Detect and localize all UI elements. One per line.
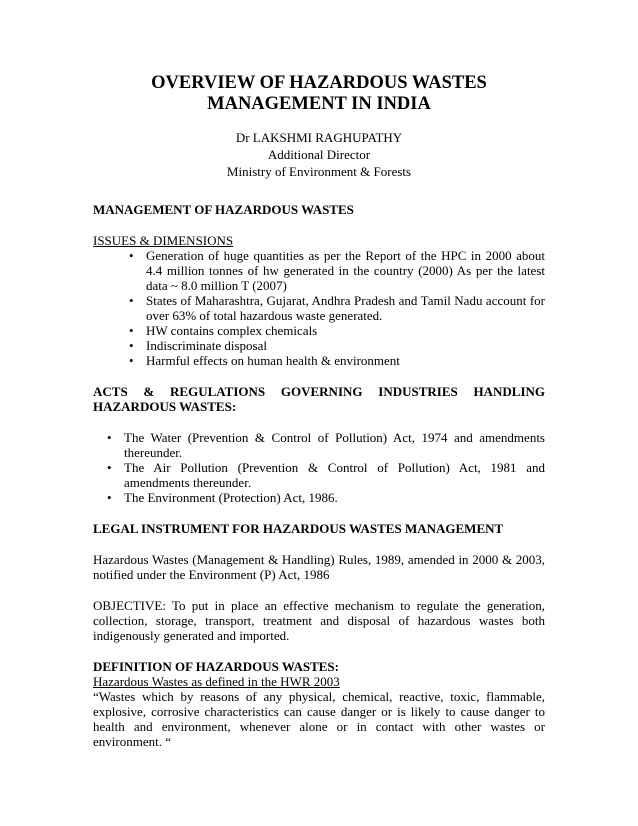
author-position: Additional Director <box>267 147 371 162</box>
heading-management: MANAGEMENT OF HAZARDOUS WASTES <box>93 202 354 217</box>
bullet-icon: • <box>129 353 134 368</box>
definition-quote: “Wastes which by reasons of any physical, chemical, reactive, toxic, flammable, explosive, corrosive characteristics can cause danger or is likely to cause danger to health and environment, whenever alone or in contact with other wastes or environment. “ <box>93 689 545 749</box>
objective-paragraph: OBJECTIVE: To put in place an effective mechanism to regulate the generation, collection, storage, transport, treatment and disposal of hazardous wastes both indigenously generated and imported. <box>93 598 545 643</box>
list-item <box>107 430 545 460</box>
list-item <box>107 490 545 505</box>
list-item <box>129 338 545 353</box>
subheading-definition: Hazardous Wastes as defined in the HWR 2003 <box>93 674 340 689</box>
list-item <box>129 353 545 368</box>
list-item-text: The Environment (Protection) Act, 1986. <box>124 490 338 505</box>
author-name: Dr LAKSHMI RAGHUPATHY <box>235 130 403 145</box>
heading-legal: LEGAL INSTRUMENT FOR HAZARDOUS WASTES MANAGEMENT <box>93 521 504 536</box>
bullet-icon: • <box>107 490 112 505</box>
heading-definition: DEFINITION OF HAZARDOUS WASTES: <box>93 659 339 674</box>
bullet-icon: • <box>129 323 134 338</box>
list-item <box>129 248 545 293</box>
list-item-text: The Air Pollution (Prevention & Control of Pollution) Act, 1981 and amendments thereunder. <box>124 460 545 490</box>
list-item <box>129 323 545 338</box>
list-item-text: HW contains complex chemicals <box>146 323 318 338</box>
author-organization: Ministry of Environment & Forests <box>226 164 412 179</box>
bullet-icon: • <box>107 460 112 475</box>
list-item <box>107 460 545 490</box>
list-item-text: Generation of huge quantities as per the Report of the HPC in 2000 about 4.4 million tonnes of hw generated in the country (2000) As per the latest data ~ 8.0 million T (2007) <box>146 248 545 293</box>
list-item-text: Harmful effects on human health & environment <box>146 353 400 368</box>
document-content <box>93 73 545 749</box>
list-item-text: Indiscriminate disposal <box>146 338 267 353</box>
author-block <box>93 129 545 180</box>
bullet-icon: • <box>107 430 112 445</box>
acts-list <box>93 430 545 505</box>
list-item-text: States of Maharashtra, Gujarat, Andhra Pradesh and Tamil Nadu account for over 63% of total hazardous waste generated. <box>146 293 545 323</box>
bullet-icon: • <box>129 293 134 308</box>
subheading-issues: ISSUES & DIMENSIONS <box>93 233 234 248</box>
legal-paragraph: Hazardous Wastes (Management & Handling) Rules, 1989, amended in 2000 & 2003, notified under the Environment (P) Act, 1986 <box>93 552 545 582</box>
heading-acts: ACTS & REGULATIONS GOVERNING INDUSTRIES HANDLING HAZARDOUS WASTES: <box>93 384 545 414</box>
bullet-icon: • <box>129 338 134 353</box>
list-item <box>129 293 545 323</box>
bullet-icon: • <box>129 248 134 263</box>
document-title: OVERVIEW OF HAZARDOUS WASTES MANAGEMENT IN INDIA <box>151 73 487 114</box>
issues-list <box>93 248 545 368</box>
list-item-text: The Water (Prevention & Control of Pollution) Act, 1974 and amendments thereunder. <box>124 430 545 460</box>
